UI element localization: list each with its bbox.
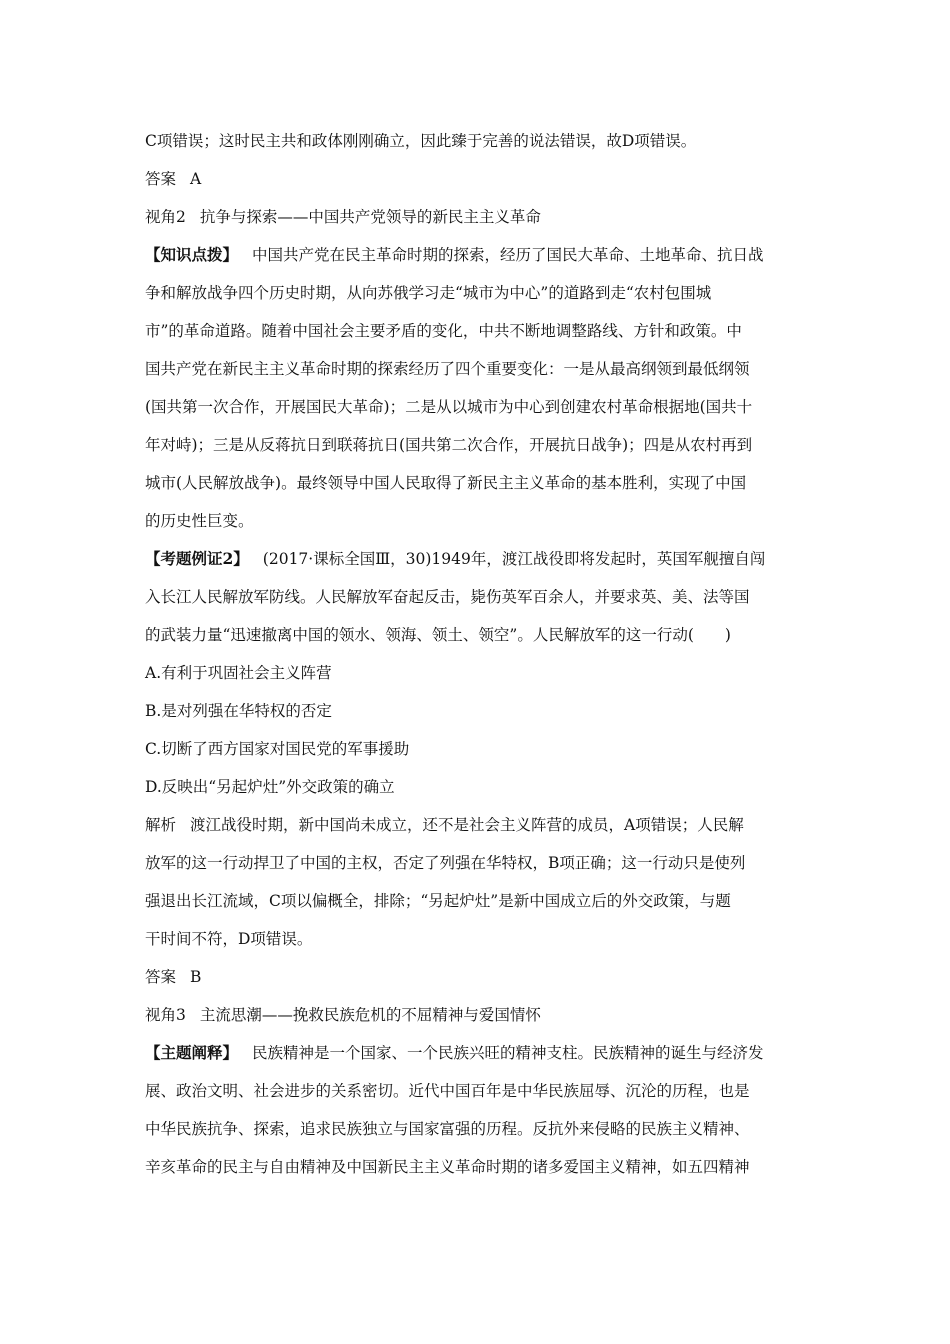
answer-value: A (190, 170, 202, 188)
knowledge-line: 城市(人民解放战争)。最终领导中国人民取得了新民主主义革命的基本胜利，实现了中国 (145, 474, 747, 492)
example-line (145, 540, 805, 578)
angle-title: 抗争与探索——中国共产党领导的新民主主义革命 (199, 208, 541, 226)
example-text: (2017·课标全国Ⅲ，30)1949年，渡江战役即将发起时，英国军舰擅自闯 (262, 550, 766, 568)
knowledge-line: 市”的革命道路。随着中国社会主要矛盾的变化，中共不断地调整路线、方针和政策。中 (145, 322, 742, 340)
analysis-label: 解析 (145, 816, 177, 834)
analysis-line: 强退出长江流域，C项以偏概全，排除；“另起炉灶”是新中国成立后的外交政策，与题 (145, 892, 731, 910)
theme-line: 展、政治文明、社会进步的关系密切。近代中国百年是中华民族屈辱、沉沦的历程，也是 (145, 1082, 750, 1100)
angle-3-heading (145, 996, 805, 1034)
analysis-line: 放军的这一行动捍卫了中国的主权，否定了列强在华特权，B项正确；这一行动只是使列 (145, 854, 746, 872)
option-d: D.反映出“另起炉灶”外交政策的确立 (145, 778, 395, 796)
option-c: C.切断了西方国家对国民党的军事援助 (145, 740, 410, 758)
knowledge-tag: 【知识点拨】 (145, 245, 239, 264)
theme-text: 民族精神是一个国家、一个民族兴旺的精神支柱。民族精神的诞生与经济发 (252, 1044, 764, 1062)
theme-tag: 【主题阐释】 (145, 1043, 239, 1062)
knowledge-line (145, 236, 805, 274)
knowledge-text: 中国共产党在民主革命时期的探索，经历了国民大革命、土地革命、抗日战 (252, 246, 764, 264)
analysis-text: 渡江战役时期，新中国尚未成立，还不是社会主义阵营的成员，A项错误；人民解 (190, 816, 744, 834)
example-line: 入长江人民解放军防线。人民解放军奋起反击，毙伤英军百余人，并要求英、美、法等国 (145, 588, 750, 606)
angle-title: 主流思潮——挽救民族危机的不屈精神与爱国情怀 (199, 1006, 541, 1024)
option-a: A.有利于巩固社会主义阵营 (145, 664, 332, 682)
answer-2 (145, 958, 805, 996)
angle-label: 视角3 (145, 1006, 186, 1024)
example-line: 的武装力量“迅速撤离中国的领水、领海、领土、领空”。人民解放军的这一行动( ) (145, 626, 731, 644)
answer-1 (145, 160, 805, 198)
analysis-line (145, 806, 805, 844)
answer-value: B (190, 968, 202, 986)
knowledge-line: 国共产党在新民主主义革命时期的探索经历了四个重要变化：一是从最高纲领到最低纲领 (145, 360, 750, 378)
page-content (145, 122, 805, 1186)
knowledge-line: 争和解放战争四个历史时期，从向苏俄学习走“城市为中心”的道路到走“农村包围城 (145, 284, 712, 302)
theme-line: 辛亥革命的民主与自由精神及中国新民主主义革命时期的诸多爱国主义精神，如五四精神 (145, 1158, 750, 1176)
paragraph-line: C项错误；这时民主共和政体刚刚确立，因此臻于完善的说法错误，故D项错误。 (145, 132, 697, 150)
answer-label: 答案 (145, 968, 177, 986)
angle-label: 视角2 (145, 208, 186, 226)
option-b: B.是对列强在华特权的否定 (145, 702, 332, 720)
theme-line: 中华民族抗争、探索，追求民族独立与国家富强的历程。反抗外来侵略的民族主义精神、 (145, 1120, 750, 1138)
answer-label: 答案 (145, 170, 177, 188)
example-tag: 【考题例证2】 (145, 549, 249, 568)
angle-2-heading (145, 198, 805, 236)
knowledge-line: (国共第一次合作，开展国民大革命)；二是从以城市为中心到创建农村革命根据地(国共十 (145, 398, 753, 416)
theme-line (145, 1034, 805, 1072)
knowledge-line: 年对峙)；三是从反蒋抗日到联蒋抗日(国共第二次合作，开展抗日战争)；四是从农村再到 (145, 436, 753, 454)
analysis-line: 干时间不符，D项错误。 (145, 930, 313, 948)
knowledge-line: 的历史性巨变。 (145, 512, 254, 530)
